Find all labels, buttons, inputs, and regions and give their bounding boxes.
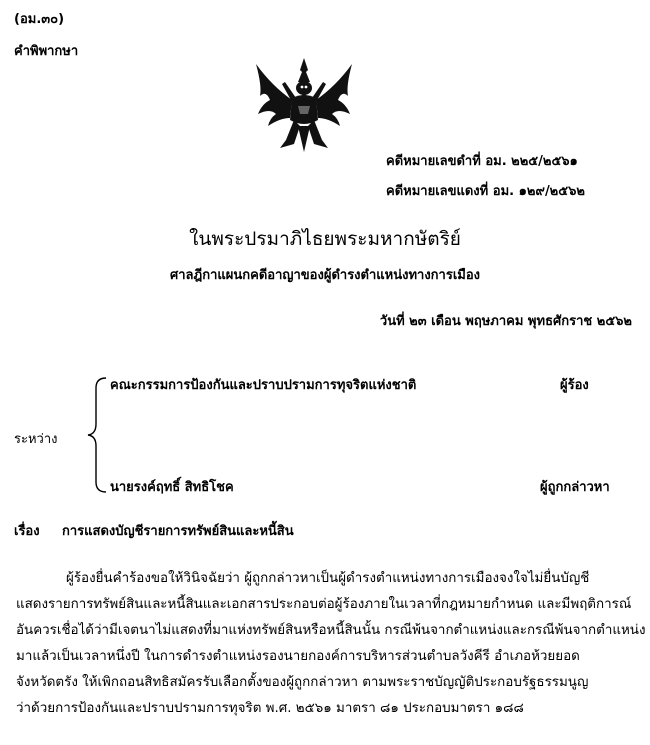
body-line: มาแล้วเป็นเวลาหนึ่งปี ในการดำรงตำแหน่งรองนายกองค์การบริหารส่วนตำบลวังคีรี อำเภอห้วยยอด xyxy=(16,649,580,664)
body-line: ผู้ร้องยื่นคำร้องขอให้วินิจฉัยว่า ผู้ถูกกล่าวหาเป็นผู้ดำรงตำแหน่งทางการเมืองจงใจไม่ยื่นบัญชี xyxy=(66,571,590,586)
party-brace xyxy=(86,376,108,494)
plaintiff-name: คณะกรรมการป้องกันและปราบปรามการทุจริตแห่งชาติ xyxy=(110,378,417,393)
court-name: ศาลฎีกาแผนกคดีอาญาของผู้ดำรงตำแหน่งทางการเมือง xyxy=(170,268,480,283)
royal-heading: ในพระปรมาภิไธยพระมหากษัตริย์ xyxy=(189,228,461,250)
form-code: (อม.๓๐) xyxy=(14,12,65,27)
red-case-number: คดีหมายเลขแดงที่ อม. ๑๒๙/๒๕๖๒ xyxy=(386,184,585,199)
plaintiff-role: ผู้ร้อง xyxy=(560,378,589,393)
body-line: อันควรเชื่อได้ว่ามีเจตนาไม่แสดงที่มาแห่งทรัพย์สินหรือหนี้สินนั้น กรณีพ้นจากตำแหน่งและกรณีพ้นจากตำแหน่ง xyxy=(16,623,646,638)
subject-label: เรื่อง xyxy=(14,524,40,539)
body-line: แสดงรายการทรัพย์สินและหนี้สินและเอกสารประกอบต่อผู้ร้องภายในเวลาที่กฎหมายกำหนด และมีพฤติการณ์ xyxy=(16,597,632,612)
black-case-number: คดีหมายเลขดำที่ อม. ๒๒๕/๒๕๖๑ xyxy=(386,154,578,169)
body-line: ว่าด้วยการป้องกันและปราบปรามการทุจริต พ.ศ. ๒๕๖๑ มาตรา ๘๑ ประกอบมาตรา ๑๘๘ xyxy=(16,701,524,716)
garuda-emblem-icon xyxy=(252,56,356,154)
defendant-role: ผู้ถูกกล่าวหา xyxy=(540,480,610,495)
body-line: จังหวัดตรัง ให้เพิกถอนสิทธิสมัครรับเลือกตั้งของผู้ถูกกล่าวหา ตามพระราชบัญญัติประกอบรัฐธรรมนูญ xyxy=(16,675,589,690)
between-label: ระหว่าง xyxy=(14,432,58,447)
defendant-name: นายรงค์ฤทธิ์ สิทธิโชค xyxy=(110,480,234,495)
subject-text: การแสดงบัญชีรายการทรัพย์สินและหนี้สิน xyxy=(62,524,294,539)
judgment-date: วันที่ ๒๓ เดือน พฤษภาคม พุทธศักราช ๒๕๖๒ xyxy=(379,314,632,329)
document-type: คำพิพากษา xyxy=(14,44,79,59)
judgment-body xyxy=(16,566,646,722)
